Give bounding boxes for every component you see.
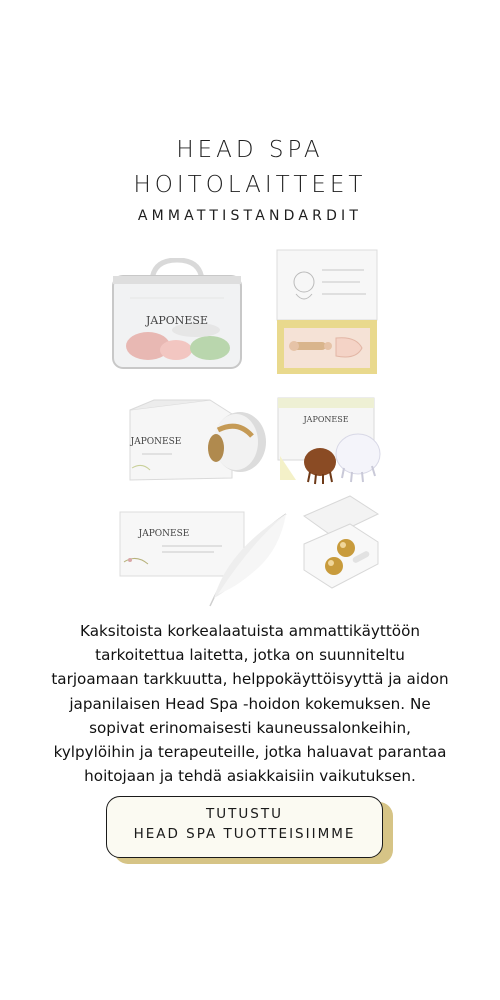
page-subtitle: AMMATTISTANDARDIT: [137, 208, 363, 224]
product-scalp-massager[interactable]: [120, 396, 270, 482]
product-feather-box[interactable]: [118, 508, 294, 610]
product-cryo-balls[interactable]: [300, 494, 380, 590]
toiletry-bag-brand: JAPONESE: [146, 314, 208, 327]
scalp-brushes-image: [276, 396, 384, 486]
cta-label-line2: HEAD SPA TUOTTEISIIMME: [133, 826, 356, 842]
page-title-line1: HEAD SPA: [176, 137, 324, 163]
cta-label-line1: TUTUSTU: [206, 806, 283, 822]
scalp-brushes-brand: JAPONESE: [303, 415, 349, 424]
gua-sha-box-image: [274, 248, 380, 376]
scalp-massager-brand: JAPONESE: [130, 437, 182, 447]
product-gua-sha-box[interactable]: [274, 248, 380, 376]
cryo-balls-image: [300, 494, 380, 590]
scalp-massager-image: [120, 396, 270, 482]
explore-products-button[interactable]: [106, 796, 383, 858]
product-scalp-brushes[interactable]: [276, 396, 384, 486]
feather-box-brand: JAPONESE: [138, 529, 190, 539]
toiletry-bag-image: [110, 258, 244, 374]
page-title-line2: HOITOLAITTEET: [133, 172, 367, 198]
description-paragraph: Kaksitoista korkealaatuista ammattikäyttöön tarkoitettua laitetta, jotka on suunniteltu tarjoamaan tarkkuutta, helppokäyttöisyyttä ja aidon japanilaisen Head Spa -hoidon kokemuksen. Ne sopivat erinomaisesti kauneussalonkeihin, kylpylöihin ja terapeuteille, jotka haluavat parantaa hoitojaan ja tehdä asiakkaisiin vaikutuksen.: [51, 622, 449, 786]
feather-box-image: [118, 508, 294, 610]
product-toiletry-bag[interactable]: [110, 258, 244, 374]
